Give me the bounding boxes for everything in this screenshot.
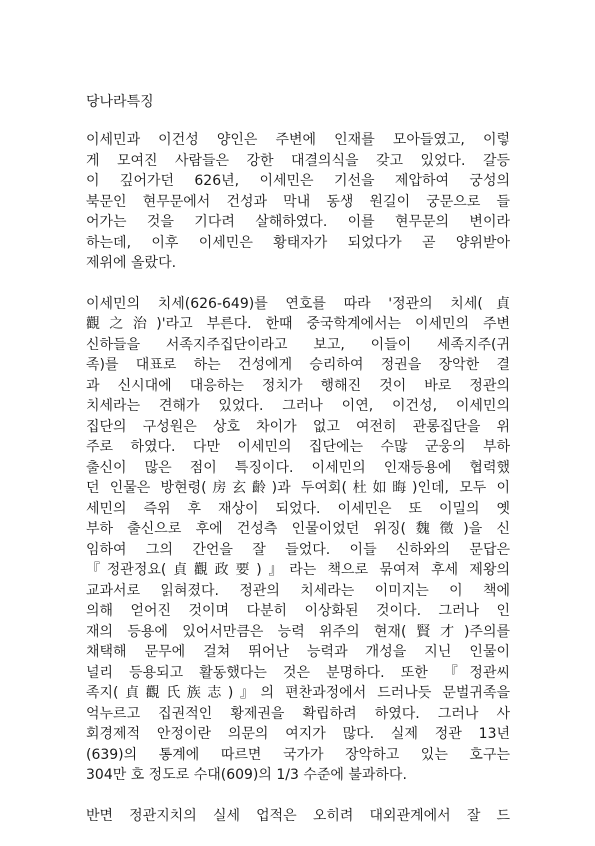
text-line: 치세라는 견해가 있었다. 그러나 이연, 이건성, 이세민의 [86, 398, 510, 414]
paragraph-1 [86, 130, 510, 274]
text-line: 제위에 올랐다. [86, 255, 177, 271]
paragraph-2 [86, 294, 510, 786]
text-line: 북문인 현무문에서 건성과 막내 동생 원길이 궁문으로 들 [86, 193, 510, 210]
text-line: 신하들을 서족지주집단이라고 보고, 이들이 세족지주(귀 [86, 336, 510, 353]
text-line: 하는데, 이후 이세민은 황태자가 되었다가 곧 양위받아 [86, 234, 510, 251]
text-line: 이세민의 치세(626-649)를 연호를 따라 '정관의 치세(貞 [86, 295, 510, 312]
text-line: 부하 출신으로 후에 건성측 인물이었던 위징(魏徵)을 신 [86, 521, 510, 537]
text-line: 임하여 그의 간언을 잘 들었다. 이들 신하와의 문답은 [86, 541, 510, 558]
text-line: 채택해 문무에 걸쳐 뛰어난 능력과 개성을 지닌 인물이 [86, 644, 510, 660]
document-body [86, 92, 510, 846]
text-line: 널리 등용되고 활동했다는 것은 분명하다. 또한 『정관씨 [86, 664, 510, 681]
text-line: 의해 얻어진 것이며 다분히 이상화된 것이다. 그러나 인 [86, 603, 510, 619]
text-line: 집단의 구성원은 상호 차이가 없고 여전히 관롱집단을 위 [86, 418, 510, 435]
text-line: 족지(貞觀氏族志)』의 편찬과정에서 드러나듯 문벌귀족을 [86, 685, 510, 701]
text-line: 304만 호 정도로 수대(609)의 1/3 수준에 불과하다. [86, 767, 407, 783]
text-line: 던 인물은 방현령(房玄齡)과 두여회(杜如晦)인데, 모두 이 [86, 480, 510, 496]
text-line: 세민의 즉위 후 재상이 되었다. 이세민은 또 이밀의 옛 [86, 500, 510, 517]
paragraph-3 [86, 806, 510, 827]
text-line: 『정관정요(貞觀政要)』라는 책으로 묶여져 후세 제왕의 [86, 562, 510, 578]
text-line: 재의 등용에 있어서만큼은 능력 위주의 현재(賢才)주의를 [86, 623, 510, 640]
text-line: 교과서로 읽혀졌다. 정관의 치세라는 이미지는 이 책에 [86, 582, 510, 599]
text-line: 억누르고 집권적인 황제권을 확립하려 하였다. 그러나 사 [86, 705, 510, 722]
text-line: 게 모여진 사람들은 강한 대결의식을 갖고 있었다. 갈등 [86, 152, 510, 169]
text-line: 족)를 대표로 하는 건성에게 승리하여 정권을 장악한 결 [86, 357, 510, 373]
document-title: 당나라특징 [86, 94, 154, 110]
text-line: 이 깊어가던 626년, 이세민은 기선을 제압하여 궁성의 [86, 173, 510, 189]
text-line: 이세민과 이건성 양인은 주변에 인재를 모아들였고, 이렇 [86, 132, 510, 148]
text-line: 주로 하였다. 다만 이세민의 집단에는 수많 군웅의 부하 [86, 439, 510, 455]
text-line: (639)의 통계에 따르면 국가가 장악하고 있는 호구는 [86, 746, 510, 763]
text-line: 반면 정관지치의 실세 업적은 오히려 대외관계에서 잘 드 [86, 807, 510, 824]
text-line: 과 신시대에 대응하는 정치가 행해진 것이 바로 정관의 [86, 377, 510, 394]
text-line: 어가는 것을 기다려 살해하였다. 이를 현무문의 변이라 [86, 214, 510, 230]
text-line: 觀之治)'라고 부른다. 한때 중국학계에서는 이세민의 주변 [86, 316, 510, 332]
text-line: 출신이 많은 점이 특징이다. 이세민의 인재등용에 협력했 [86, 459, 510, 476]
text-line: 회경제적 안정이란 의문의 여지가 많다. 실제 정관 13년 [86, 726, 510, 742]
